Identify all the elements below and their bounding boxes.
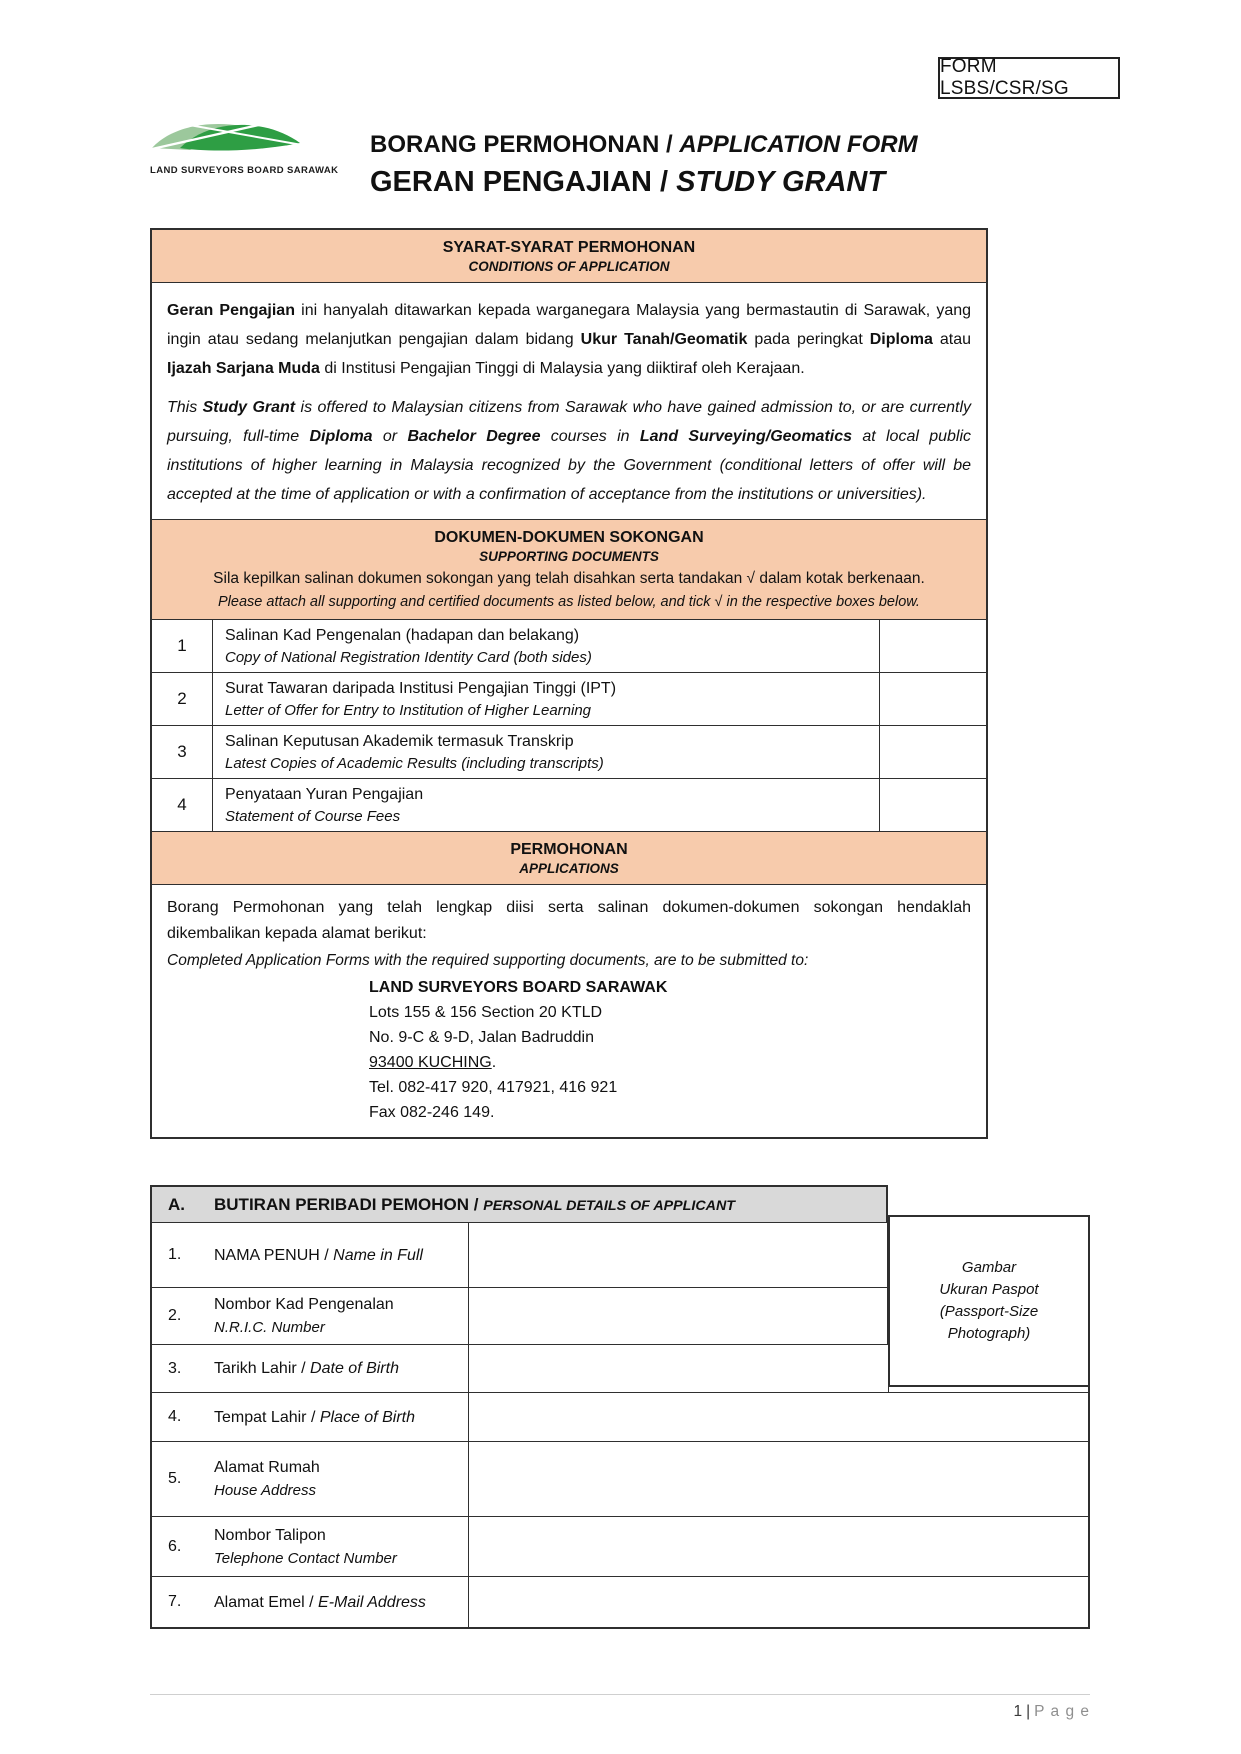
photo-box[interactable] bbox=[888, 1215, 1090, 1387]
lsbs-logo bbox=[150, 116, 339, 176]
field-row-house-address bbox=[152, 1442, 1088, 1517]
nric-input[interactable] bbox=[468, 1288, 887, 1344]
applications-body bbox=[152, 885, 986, 1137]
conditions-table bbox=[150, 228, 988, 1139]
field-label: Tempat Lahir / Place of Birth bbox=[214, 1408, 415, 1426]
photo-box-label: Ukuran Paspot bbox=[939, 1281, 1039, 1298]
field-label: Alamat Rumah House Address bbox=[214, 1459, 320, 1499]
field-label: Tarikh Lahir / Date of Birth bbox=[214, 1360, 399, 1377]
house-address-input[interactable] bbox=[468, 1442, 1088, 1516]
doc-desc-en: Copy of National Registration Identity Card (both sides) bbox=[225, 649, 592, 666]
field-label: Alamat Emel / E-Mail Address bbox=[214, 1593, 426, 1611]
photo-box-label: (Passport-Size bbox=[939, 1303, 1039, 1320]
field-row-email bbox=[152, 1577, 1088, 1627]
form-code-box bbox=[938, 57, 1120, 99]
doc-number: 4 bbox=[152, 779, 213, 831]
telephone-input[interactable] bbox=[468, 1517, 1088, 1576]
address-block bbox=[369, 975, 971, 1125]
address-name: LAND SURVEYORS BOARD SARAWAK bbox=[369, 979, 668, 996]
doc-desc-my: Penyataan Yuran Pengajian bbox=[225, 786, 424, 803]
field-number: 7. bbox=[168, 1593, 182, 1610]
form-code-label: FORM LSBS/CSR/SG bbox=[940, 56, 1069, 99]
tick-box-offer-letter[interactable] bbox=[879, 673, 986, 725]
photo-box-label: Gambar bbox=[961, 1259, 1017, 1276]
documents-instruction-en: Please attach all supporting and certified documents as listed below, and tick √ in the respective boxes below. bbox=[218, 594, 920, 610]
page-title bbox=[370, 130, 918, 200]
page-title-line1: BORANG PERMOHONAN / APPLICATION FORM bbox=[370, 131, 918, 158]
documents-header bbox=[152, 519, 986, 619]
conditions-header bbox=[152, 230, 986, 283]
applications-header-my: PERMOHONAN bbox=[510, 841, 628, 858]
address-fax: Fax 082-246 149. bbox=[369, 1104, 495, 1121]
tick-box-ic-copy[interactable] bbox=[879, 620, 986, 672]
field-number: 1. bbox=[168, 1246, 182, 1263]
field-row-name bbox=[152, 1223, 888, 1288]
doc-number: 1 bbox=[152, 620, 213, 672]
address-tel: Tel. 082-417 920, 417921, 416 921 bbox=[369, 1079, 618, 1096]
address-city: 93400 KUCHING. bbox=[369, 1054, 497, 1071]
tick-box-course-fees[interactable] bbox=[879, 779, 986, 831]
page-title-line2: GERAN PENGAJIAN / STUDY GRANT bbox=[370, 166, 886, 198]
document-row-1 bbox=[152, 619, 986, 672]
page-footer bbox=[150, 1694, 1090, 1721]
conditions-paragraph-en: This Study Grant is offered to Malaysian citizens from Sarawak who have gained admission to, or are currently pursuing, full-time Diploma or Bachelor Degree courses in Land Surveying/Geomatics at local public institutions of higher learning in Malaysia recognized by the Government (conditional letters of offer will be accepted at the time of application or with a confirmation of acceptance from the institutions or universities). bbox=[167, 399, 972, 503]
doc-desc-en: Latest Copies of Academic Results (including transcripts) bbox=[225, 755, 604, 772]
applications-header bbox=[152, 831, 986, 885]
pob-input[interactable] bbox=[468, 1393, 1088, 1441]
address-line1: Lots 155 & 156 Section 20 KTLD bbox=[369, 1004, 603, 1021]
dob-input[interactable] bbox=[468, 1345, 888, 1392]
document-row-2 bbox=[152, 672, 986, 725]
field-number: 2. bbox=[168, 1307, 182, 1324]
doc-number: 3 bbox=[152, 726, 213, 778]
field-label: Nombor Kad Pengenalan N.R.I.C. Number bbox=[214, 1296, 394, 1336]
page-number: 1 bbox=[1013, 1703, 1023, 1720]
doc-desc-my: Surat Tawaran daripada Institusi Pengajian Tinggi (IPT) bbox=[225, 680, 617, 697]
lsbs-logo-icon bbox=[150, 145, 310, 162]
document-row-3 bbox=[152, 725, 986, 778]
org-name-label: LAND SURVEYORS BOARD SARAWAK bbox=[150, 165, 339, 176]
conditions-header-en: CONDITIONS OF APPLICATION bbox=[468, 259, 670, 274]
doc-desc-my: Salinan Keputusan Akademik termasuk Transkrip bbox=[225, 733, 574, 750]
doc-desc-en: Statement of Course Fees bbox=[225, 808, 401, 825]
doc-number: 2 bbox=[152, 673, 213, 725]
email-input[interactable] bbox=[468, 1577, 1088, 1627]
tick-box-academic-results[interactable] bbox=[879, 726, 986, 778]
section-a-title: BUTIRAN PERIBADI PEMOHON / PERSONAL DETAILS OF APPLICANT bbox=[214, 1194, 735, 1214]
field-label: Nombor Talipon Telephone Contact Number bbox=[214, 1526, 397, 1567]
section-a-table bbox=[150, 1185, 1090, 1629]
field-label: NAMA PENUH / Name in Full bbox=[214, 1246, 423, 1264]
footer-separator: | bbox=[1026, 1703, 1031, 1720]
photo-box-label: Photograph) bbox=[947, 1325, 1031, 1342]
name-input[interactable] bbox=[468, 1223, 887, 1287]
address-line2: No. 9-C & 9-D, Jalan Badruddin bbox=[369, 1029, 594, 1046]
field-number: 5. bbox=[168, 1470, 182, 1487]
field-number: 6. bbox=[168, 1537, 182, 1555]
field-row-telephone bbox=[152, 1517, 1088, 1577]
documents-instruction-my: Sila kepilkan salinan dokumen sokongan yang telah disahkan serta tandakan √ dalam kotak berkenaan. bbox=[213, 570, 925, 587]
conditions-header-my: SYARAT-SYARAT PERMOHONAN bbox=[442, 239, 696, 256]
conditions-body bbox=[152, 283, 986, 519]
field-row-pob bbox=[152, 1393, 1088, 1442]
conditions-paragraph-my: Geran Pengajian ini hanyalah ditawarkan kepada warganegara Malaysia yang bermastautin di Sarawak, yang ingin atau sedang melanjutkan pengajian dalam bidang Ukur Tanah/Geomatik pada peringkat Diploma atau Ijazah Sarjana Muda di Institusi Pengajian Tinggi di Malaysia yang diiktiraf oleh Kerajaan. bbox=[167, 302, 972, 377]
doc-desc-my: Salinan Kad Pengenalan (hadapan dan belakang) bbox=[225, 627, 580, 644]
applications-paragraph-en: Completed Application Forms with the required supporting documents, are to be submitted to: bbox=[167, 952, 809, 969]
field-number: 4. bbox=[168, 1408, 182, 1425]
documents-header-my: DOKUMEN-DOKUMEN SOKONGAN bbox=[434, 529, 704, 546]
section-a-letter: A. bbox=[168, 1194, 185, 1214]
footer-page-word: P a g e bbox=[1034, 1703, 1090, 1720]
section-a-heading bbox=[150, 1185, 888, 1223]
applications-paragraph-my: Borang Permohonan yang telah lengkap diisi serta salinan dokumen-dokumen sokongan hendaklah dikembalikan kepada alamat berikut: bbox=[167, 899, 971, 942]
field-row-nric bbox=[152, 1288, 888, 1345]
doc-desc-en: Letter of Offer for Entry to Institution of Higher Learning bbox=[225, 702, 592, 719]
document-row-4 bbox=[152, 778, 986, 831]
documents-header-en: SUPPORTING DOCUMENTS bbox=[479, 549, 659, 564]
applications-header-en: APPLICATIONS bbox=[519, 861, 619, 876]
field-number: 3. bbox=[168, 1359, 182, 1377]
